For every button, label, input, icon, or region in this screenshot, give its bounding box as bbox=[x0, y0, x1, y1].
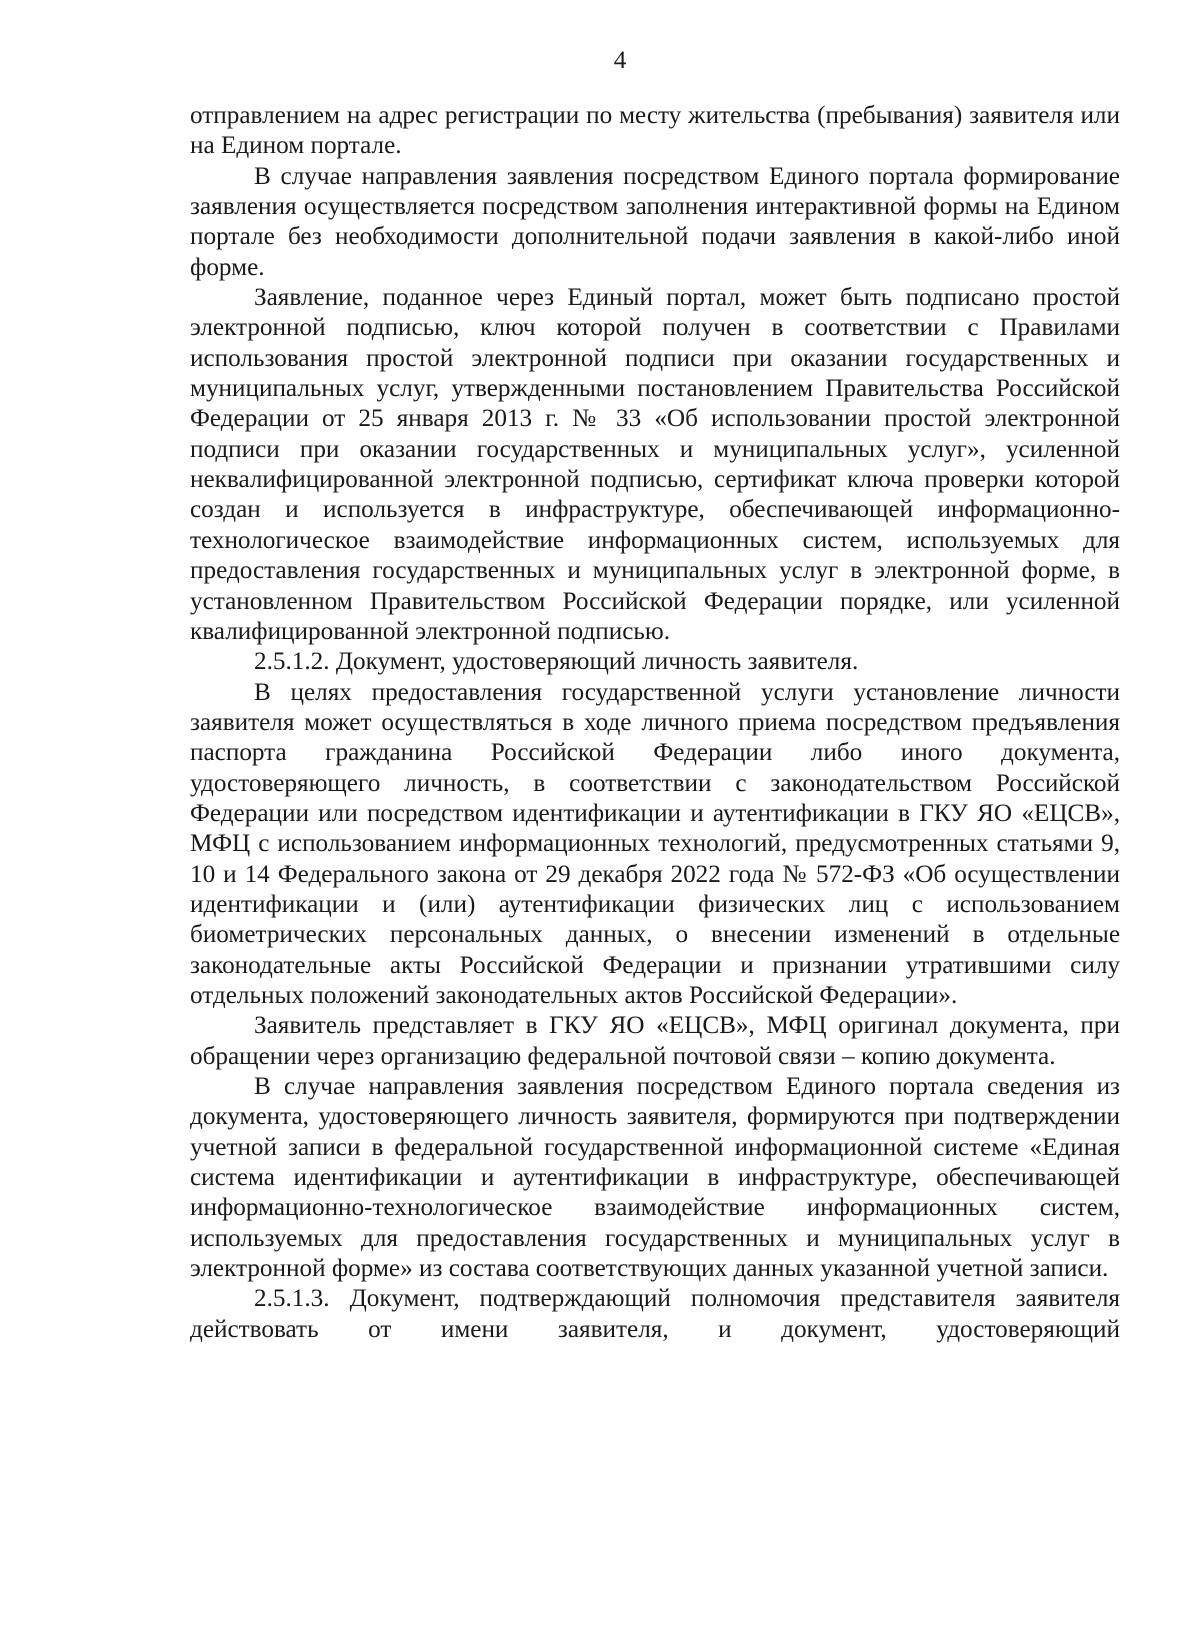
paragraph-electronic-signature: Заявление, поданное через Единый портал, может быть подписано простой электронной подписью, ключ которой получен в соответствии с Правилами использования простой электронной подписи при оказании государственных и муниципальных услуг, утвержденными постановлением Правительства Российской Федерации от 25 января 2013 г. № 33 «Об использовании простой электронной подписи при оказании государственных и муниципальных услуг», усиленной неквалифицированной электронной подписью, сертификат ключа проверки которой создан и используется в инфраструктуре, обеспечивающей информационно-технологическое взаимодействие информационных систем, используемых для предоставления государственных и муниципальных услуг в электронной форме, в установленном Правительством Российской Федерации порядке, или усиленной квалифицированной электронной подписью. bbox=[190, 284, 1120, 645]
paragraph-original-document: Заявитель представляет в ГКУ ЯО «ЕЦСВ», МФЦ оригинал документа, при обращении через организацию федеральной почтовой связи – копию документа. bbox=[190, 1012, 1120, 1070]
paragraph-continuation: отправлением на адрес регистрации по месту жительства (пребывания) заявителя или на Едином портале. bbox=[190, 102, 1120, 160]
paragraph-portal-identity-data: В случае направления заявления посредством Единого портала сведения из документа, удостоверяющего личность заявителя, формируются при подтверждении учетной записи в федеральной государственной информационной системе «Единая система идентификации и аутентификации в инфраструктуре, обеспечивающей информационно-технологическое взаимодействие информационных систем, используемых для предоставления государственных и муниципальных услуг в электронной форме» из состава соответствующих данных указанной учетной записи. bbox=[190, 1073, 1120, 1283]
paragraph-identity-verification: В целях предоставления государственной услуги установление личности заявителя может осуществляться в ходе личного приема посредством предъявления паспорта гражданина Российской Федерации либо иного документа, удостоверяющего личность, в соответствии с законодательством Российской Федерации или посредством идентификации и аутентификации в ГКУ ЯО «ЕЦСВ», МФЦ с использованием информационных технологий, предусмотренных статьями 9, 10 и 14 Федерального закона от 29 декабря 2022 года № 572-ФЗ «Об осуществлении идентификации и (или) аутентификации физических лиц с использованием биометрических персональных данных, о внесении изменений в отдельные законодательные акты Российской Федерации и признании утратившими силу отдельных положений законодательных актов Российской Федерации». bbox=[190, 678, 1120, 1009]
section-heading-2-5-1-3: 2.5.1.3. Документ, подтверждающий полномочия представителя заявителя действовать от имени заявителя, и документ, удостоверяющий bbox=[190, 1285, 1120, 1343]
page-number: 4 bbox=[613, 47, 627, 74]
document-body bbox=[190, 101, 1120, 1345]
section-heading-2-5-1-2: 2.5.1.2. Документ, удостоверяющий личность заявителя. bbox=[254, 648, 859, 676]
paragraph-portal-application: В случае направления заявления посредством Единого портала формирование заявления осуществляется посредством заполнения интерактивной формы на Едином портале без необходимости дополнительной подачи заявления в какой-либо иной форме. bbox=[190, 162, 1120, 281]
